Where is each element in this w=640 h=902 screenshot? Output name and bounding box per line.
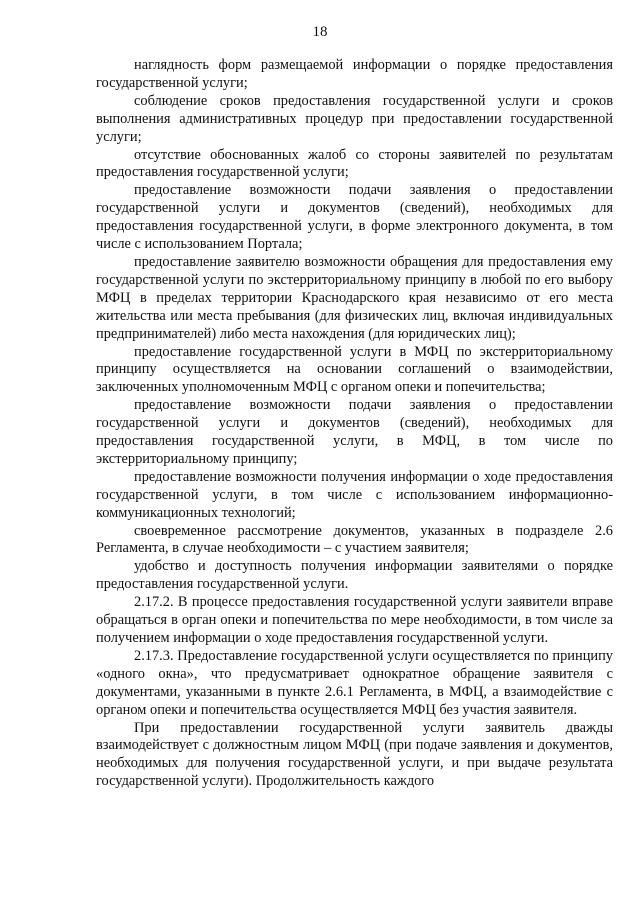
paragraph-2-17-3: 2.17.3. Предоставление государственной услуги осуществляется по принципу «одного окна», что предусматривает однократное обращение заявителя с документами, указанными в пункте 2.6.1 Регламента, в МФЦ, а взаимодействие с органом опеки и попечительства осуществляется МФЦ без участия заявителя.	[96, 647, 613, 718]
paragraph-2-17-2: 2.17.2. В процессе предоставления государственной услуги заявители вправе обращаться в орган опеки и попечительства по мере необходимости, в том числе за получением информации о ходе предоставления государственной услуги.	[96, 594, 613, 646]
paragraph: удобство и доступность получения информации заявителями о порядке предоставления государственной услуги.	[96, 558, 613, 593]
document-body	[96, 57, 613, 791]
paragraph: При предоставлении государственной услуги заявитель дважды взаимодействует с должностным лицом МФЦ (при подаче заявления и документов, необходимых для получения государственной услуги, и при выдаче результата государственной услуги). Продолжительность каждого	[96, 719, 613, 790]
paragraph: соблюдение сроков предоставления государственной услуги и сроков выполнения административных процедур при предоставлении государственной услуги;	[96, 92, 613, 145]
page-number: 18	[312, 24, 328, 40]
paragraph: предоставление возможности подачи заявления о предоставлении государственной услуги и документов (сведений), необходимых для предоставления государственной услуги, в форме электронного документа, в том числе с использованием Портала;	[96, 182, 613, 253]
paragraph: своевременное рассмотрение документов, указанных в подразделе 2.6 Регламента, в случае необходимости – с участием заявителя;	[96, 522, 613, 557]
paragraph: предоставление государственной услуги в МФЦ по экстерриториальному принципу осуществляется на основании соглашений о взаимодействии, заключенных уполномоченным МФЦ с органом опеки и попечительства;	[96, 343, 613, 396]
paragraph: отсутствие обоснованных жалоб со стороны заявителей по результатам предоставления государственной услуги;	[96, 146, 613, 181]
paragraph: предоставление возможности получения информации о ходе предоставления государственной услуги, в том числе с использованием информационно-коммуникационных технологий;	[96, 468, 613, 521]
paragraph: наглядность форм размещаемой информации о порядке предоставления государственной услуги;	[96, 57, 613, 91]
paragraph: предоставление заявителю возможности обращения для предоставления ему государственной услуги по экстерриториальному принципу в любой по его выбору МФЦ в пределах территории Краснодарского края независимо от его места жительства или места пребывания (для физических лиц, включая индивидуальных предпринимателей) либо места нахождения (для юридических лиц);	[96, 253, 613, 342]
paragraph: предоставление возможности подачи заявления о предоставлении государственной услуги и документов (сведений), необходимых для предоставления государственной услуги, в МФЦ, в том числе по экстерриториальному принципу;	[96, 397, 613, 467]
